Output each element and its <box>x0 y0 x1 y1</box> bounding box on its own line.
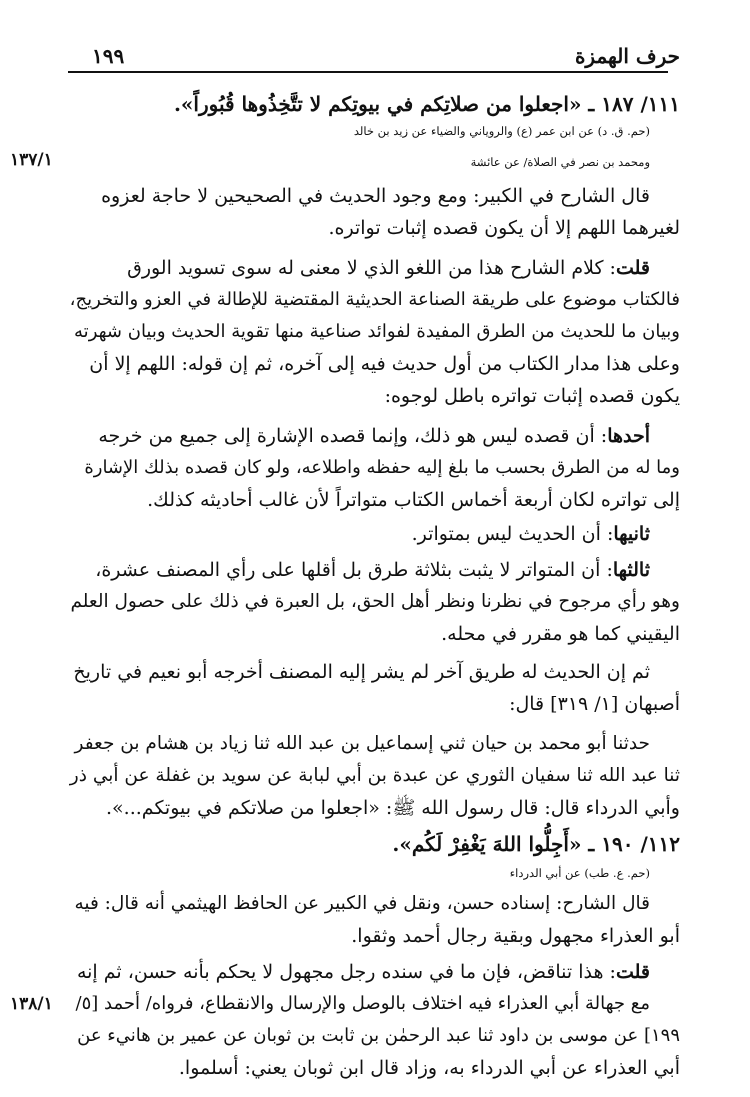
inline-label-qultu: قلت <box>615 257 650 279</box>
hadith-source-111-line1: (حم. ق. د) عن ابن عمر (ع) والروياني والضياء عن زيد بن خالد <box>353 124 650 138</box>
paragraph-line: أبو العذراء مجهول وبقية رجال أحمد وثقوا. <box>351 925 680 947</box>
hadith-source-111-line2: ومحمد بن نصر في الصلاة/ عن عائشة <box>470 155 650 169</box>
paragraph-text: : هذا تناقض، فإن ما في سنده رجل مجهول لا يحكم بأنه حسن، ثم إنه <box>76 961 616 983</box>
paragraph-line: فالكتاب موضوع على طريقة الصناعة الحديثية المقتضية للإطالة في العزو والتخريج، <box>69 289 680 310</box>
paragraph-line <box>127 256 650 280</box>
paragraph-text: : كلام الشارح هذا من اللغو الذي لا معنى له سوى تسويد الورق <box>127 257 616 279</box>
paragraph-line: وبيان ما للحديث من الطرق المفيدة لفوائد صناعية منها تقوية الحديث وبيان شهرته <box>74 321 680 342</box>
header-rule <box>68 71 668 73</box>
paragraph-line: لغيرهما اللهم إلا أن يكون قصده إثبات تواتره. <box>328 217 680 239</box>
margin-reference-2: ١٣٨/١ <box>10 994 53 1014</box>
paragraph-line: حدثنا أبو محمد بن حيان ثني إسماعيل بن عبد الله ثنا زياد بن هشام بن جعفر <box>74 733 650 754</box>
paragraph-line <box>77 960 650 984</box>
running-header-title: حرف الهمزة <box>574 44 680 68</box>
paragraph-line: ١٩٩] عن موسى بن داود ثنا عبد الرحمٰن بن ثابت بن ثوبان عن عمير بن هانيء عن <box>77 1025 680 1046</box>
paragraph-line: اليقيني كما هو مقرر في محله. <box>441 623 680 645</box>
paragraph-text: : أن الحديث ليس بمتواتر. <box>411 523 614 545</box>
inline-label-second: ثانيها <box>613 523 650 545</box>
hadith-source-112: (حم. ع. طب) عن أبي الدرداء <box>509 866 650 880</box>
inline-label-third: ثالثها <box>612 559 650 581</box>
paragraph-line: وما له من الطرق بحسب ما بلغ إليه حفظه واطلاعه، ولو كان قصده بذلك الإشارة <box>84 457 680 478</box>
margin-reference-1: ١٣٧/١ <box>10 150 53 170</box>
paragraph-text: : أن قصده ليس هو ذلك، وإنما قصده الإشارة إلى جميع من خرجه <box>98 425 608 447</box>
paragraph-line: يكون قصده إثبات تواتره باطل لوجوه: <box>384 385 680 407</box>
hadith-heading-111: ١١١/ ١٨٧ ـ «اجعلوا من صلاتِكم في بيوتِكم لا تتَّخِذُوها قُبُوراً». <box>173 92 680 116</box>
page-number: ١٩٩ <box>92 44 125 68</box>
paragraph-line: قال الشارح: إسناده حسن، ونقل في الكبير عن الحافظ الهيثمي أنه قال: فيه <box>74 893 650 914</box>
paragraph-line <box>412 522 650 546</box>
paragraph-text: : أن المتواتر لا يثبت بثلاثة طرق بل أقلها على رأي المصنف عشرة، <box>95 559 613 581</box>
paragraph-line: أبي العذراء عن أبي الدرداء به، وزاد قال ابن ثوبان يعني: أسلموا. <box>178 1057 680 1079</box>
paragraph-line: ثنا عبد الله ثنا سفيان الثوري عن عبدة بن أبي لبابة عن سويد بن غفلة عن أبي ذر <box>69 765 680 786</box>
paragraph-line <box>95 558 650 582</box>
paragraph-line: إلى تواتره لكان أربعة أخماس الكتاب متواتراً لأن غالب أحاديثه كذلك. <box>147 489 680 511</box>
paragraph-line: أصبهان [١/ ٣١٩] قال: <box>509 693 680 715</box>
paragraph-line: وهو رأي مرجوح في نظرنا ونظر أهل الحق، بل العبرة في ذلك على حصول العلم <box>70 591 680 612</box>
inline-label-first: أحدها <box>607 425 650 447</box>
paragraph-line: قال الشارح في الكبير: ومع وجود الحديث في الصحيحين لا حاجة لعزوه <box>101 185 650 207</box>
paragraph-line <box>98 424 650 448</box>
inline-label-qultu: قلت <box>615 961 650 983</box>
paragraph-line: وأبي الدرداء قال: قال رسول الله ﷺ: «اجعلوا من صلاتكم في بيوتكم...». <box>106 797 680 819</box>
paragraph-line: مع جهالة أبي العذراء فيه اختلاف بالوصل والإرسال والانقطاع، فرواه/ أحمد [٥/ <box>75 993 650 1014</box>
paragraph-line: ثم إن الحديث له طريق آخر لم يشر إليه المصنف أخرجه أبو نعيم في تاريخ <box>73 661 650 683</box>
hadith-heading-112: ١١٢/ ١٩٠ ـ «أَجِلُّوا اللهَ يَغْفِرْ لَكُم». <box>392 832 680 856</box>
paragraph-line: وعلى هذا مدار الكتاب من أول حديث فيه إلى آخره، ثم إن قوله: اللهم إلا أن <box>89 353 680 375</box>
